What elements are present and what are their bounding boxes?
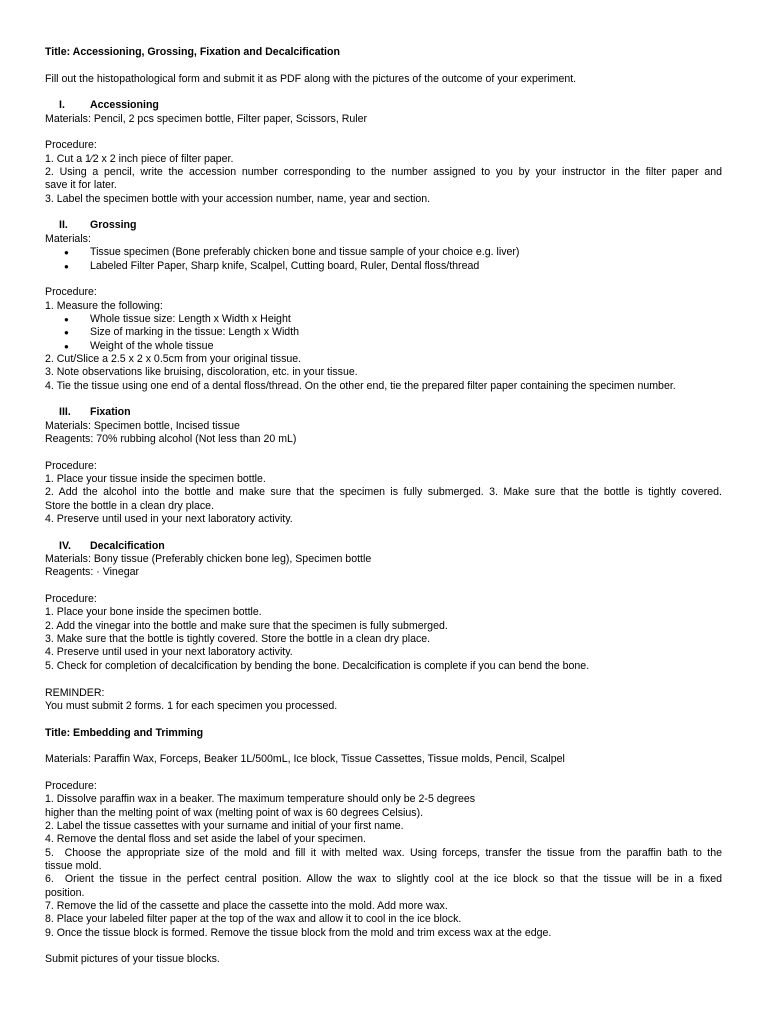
embedding-step: 4. Remove the dental floss and set aside the label of your specimen. [45, 833, 366, 846]
intro-text: Fill out the histopathological form and submit it as PDF along with the pictures of the outcome of your experiment. [45, 72, 577, 85]
fixation-step: 4. Preserve until used in your next laboratory activity. [45, 513, 293, 526]
grossing-materials-label: Materials: [45, 232, 91, 245]
decalcification-procedure-label: Procedure: [45, 593, 97, 606]
grossing-procedure-label: Procedure: [45, 286, 97, 299]
decalcification-reagents: Reagents: · Vinegar [45, 566, 140, 579]
grossing-step: 2. Cut/Slice a 2.5 x 2 x 0.5cm from your original tissue. [45, 352, 302, 365]
fixation-materials: Materials: Specimen bottle, Incised tissue [45, 419, 240, 432]
reminder-text: You must submit 2 forms. 1 for each specimen you processed. [45, 699, 338, 712]
accessioning-procedure-label: Procedure: [45, 139, 97, 152]
fixation-step: 1. Place your tissue inside the specimen bottle. [45, 473, 266, 485]
decalcification-materials: Materials: Bony tissue (Preferably chicken bone leg), Specimen bottle [45, 553, 372, 566]
embedding-step: 2. Label the tissue cassettes with your surname and initial of your first name. [45, 819, 404, 832]
fixation-reagents: Reagents: 70% rubbing alcohol (Not less than 20 mL) [45, 432, 297, 445]
section-heading-grossing: II. Grossing [59, 219, 137, 232]
document-title: Title: Accessioning, Grossing, Fixation and Decalcification [45, 46, 340, 58]
list-item: ● Weight of the whole tissue [45, 340, 722, 353]
list-item: ● Whole tissue size: Length x Width x Height [45, 313, 722, 326]
embedding-step: higher than the melting point of wax (melting point of wax is 60 degrees Celsius). [45, 806, 424, 819]
document-page [45, 46, 722, 967]
list-item: ● Labeled Filter Paper, Sharp knife, Scalpel, Cutting board, Ruler, Dental floss/thread [45, 260, 722, 273]
fixation-step: 2. Add the alcohol into the bottle and make sure that the specimen is fully submerged. 3. Make sure that the bottle is tightly covered. [45, 486, 722, 499]
grossing-step: 3. Note observations like bruising, discoloration, etc. in your tissue. [45, 366, 358, 379]
embedding-step: 6. Orient the tissue in the perfect central position. Allow the wax to slightly cool at the ice block so that the tissue will be in a fixed [45, 873, 722, 886]
list-item: ● Tissue specimen (Bone preferably chicken bone and tissue sample of your choice e.g. liver) [45, 246, 722, 259]
grossing-measures-list [45, 313, 722, 353]
decalcification-step: 4. Preserve until used in your next laboratory activity. [45, 646, 293, 659]
embedding-step: 1. Dissolve paraffin wax in a beaker. The maximum temperature should only be 2-5 degrees [45, 793, 476, 806]
embedding-step: tissue mold. [45, 859, 102, 872]
accessioning-step: 2. Using a pencil, write the accession number corresponding to the number assigned to you by your instructor in the filter paper and [45, 166, 722, 179]
section-heading-decalcification: IV. Decalcification [59, 539, 165, 552]
embedding-step: 5. Choose the appropriate size of the mold and fill it with melted wax. Using forceps, transfer the tissue from the paraffin bath to the [45, 846, 722, 859]
accessioning-step: save it for later. [45, 179, 117, 192]
embedding-materials: Materials: Paraffin Wax, Forceps, Beaker 1L/500mL, Ice block, Tissue Cassettes, Tissue molds, Pencil, Scalpel [45, 753, 565, 766]
grossing-step: 4. Tie the tissue using one end of a dental floss/thread. On the other end, tie the prepared filter paper containing the specimen number. [45, 379, 676, 392]
reminder-label: REMINDER: [45, 686, 105, 699]
section-heading-accessioning: I. Accessioning [59, 99, 159, 112]
fixation-step: Store the bottle in a clean dry place. [45, 499, 215, 512]
list-item: ● Size of marking in the tissue: Length x Width [45, 326, 722, 339]
embedding-step: 8. Place your labeled filter paper at the top of the wax and allow it to cool in the ice block. [45, 913, 462, 926]
decalcification-step: 3. Make sure that the bottle is tightly covered. Store the bottle in a clean dry place. [45, 633, 431, 646]
section-heading-fixation: III. Fixation [59, 406, 131, 419]
embedding-procedure-label: Procedure: [45, 779, 97, 792]
embedding-submit-note: Submit pictures of your tissue blocks. [45, 953, 220, 966]
decalcification-step: 5. Check for completion of decalcification by bending the bone. Decalcification is complete if you can bend the bone. [45, 659, 590, 672]
accessioning-step: 3. Label the specimen bottle with your accession number, name, year and section. [45, 192, 431, 205]
embedding-step: 9. Once the tissue block is formed. Remove the tissue block from the mold and trim excess wax at the edge. [45, 926, 552, 939]
accessioning-materials: Materials: Pencil, 2 pcs specimen bottle, Filter paper, Scissors, Ruler [45, 112, 368, 125]
accessioning-step: 1. Cut a 1⁄2 x 2 inch piece of filter paper. [45, 152, 234, 165]
decalcification-step: 2. Add the vinegar into the bottle and make sure that the specimen is fully submerged. [45, 619, 448, 632]
fixation-procedure-label: Procedure: [45, 459, 97, 472]
embedding-title: Title: Embedding and Trimming [45, 726, 204, 739]
embedding-step: 7. Remove the lid of the cassette and place the cassette into the mold. Add more wax. [45, 900, 448, 912]
grossing-materials-list [45, 246, 722, 273]
embedding-step: position. [45, 886, 85, 899]
grossing-step: 1. Measure the following: [45, 299, 163, 312]
decalcification-step: 1. Place your bone inside the specimen bottle. [45, 606, 262, 619]
